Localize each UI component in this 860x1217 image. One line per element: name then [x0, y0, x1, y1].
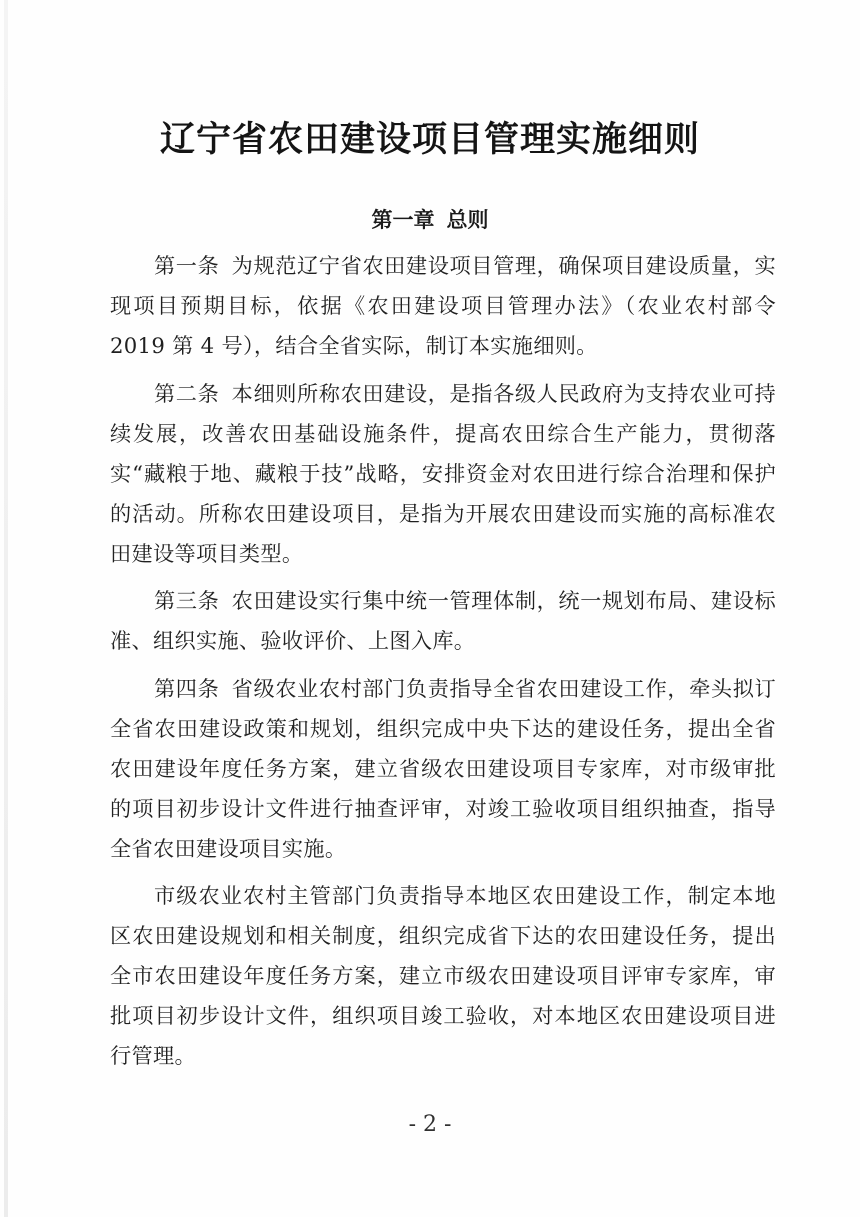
chapter-name: 总则 [446, 208, 489, 232]
document-title: 辽宁省农田建设项目管理实施细则 [159, 119, 700, 160]
scan-edge [4, 0, 8, 1217]
article-paragraph [110, 374, 776, 574]
article-paragraph [110, 669, 776, 869]
continuation-paragraph [110, 876, 776, 1076]
article-number: 第二条 [154, 380, 220, 406]
chapter-heading [0, 205, 860, 235]
article-text: 为规范辽宁省农田建设项目管理，确保项目建设质量，实现项目预期目标，依据《农田建设项目管理办法》（农业农村部令 2019 第 4 号），结合全省实际，制订本实施细则。 [110, 253, 776, 358]
article-paragraph [110, 246, 776, 366]
document-body [110, 246, 776, 1084]
article-paragraph [110, 581, 776, 661]
article-text: 农田建设实行集中统一管理体制，统一规划布局、建设标准、组织实施、验收评价、上图入库。 [110, 588, 776, 653]
article-text: 省级农业农村部门负责指导全省农田建设工作，牵头拟订全省农田建设政策和规划，组织完成中央下达的建设任务，提出全省农田建设年度任务方案，建立省级农田建设项目专家库，对市级审批的项目初步设计文件进行抽查评审，对竣工验收项目组织抽查，指导全省农田建设项目实施。 [110, 675, 776, 861]
article-number: 第四条 [154, 675, 220, 701]
article-number: 第三条 [154, 588, 220, 613]
page-number: - 2 - [408, 1112, 452, 1137]
paragraph-text: 市级农业农村主管部门负责指导本地区农田建设工作，制定本地区农田建设规划和相关制度，组织完成省下达的农田建设任务，提出全市农田建设年度任务方案，建立市级农田建设项目评审专家库，审批项目初步设计文件，组织项目竣工验收，对本地区农田建设项目进行管理。 [110, 883, 776, 1068]
chapter-number: 第一章 [371, 208, 435, 232]
article-number: 第一条 [154, 253, 220, 278]
article-text: 本细则所称农田建设，是指各级人民政府为支持农业可持续发展，改善农田基础设施条件，提高农田综合生产能力，贯彻落实“藏粮于地、藏粮于技”战略，安排资金对农田进行综合治理和保护的活动。所称农田建设项目，是指为开展农田建设而实施的高标准农田建设等项目类型。 [110, 380, 776, 566]
